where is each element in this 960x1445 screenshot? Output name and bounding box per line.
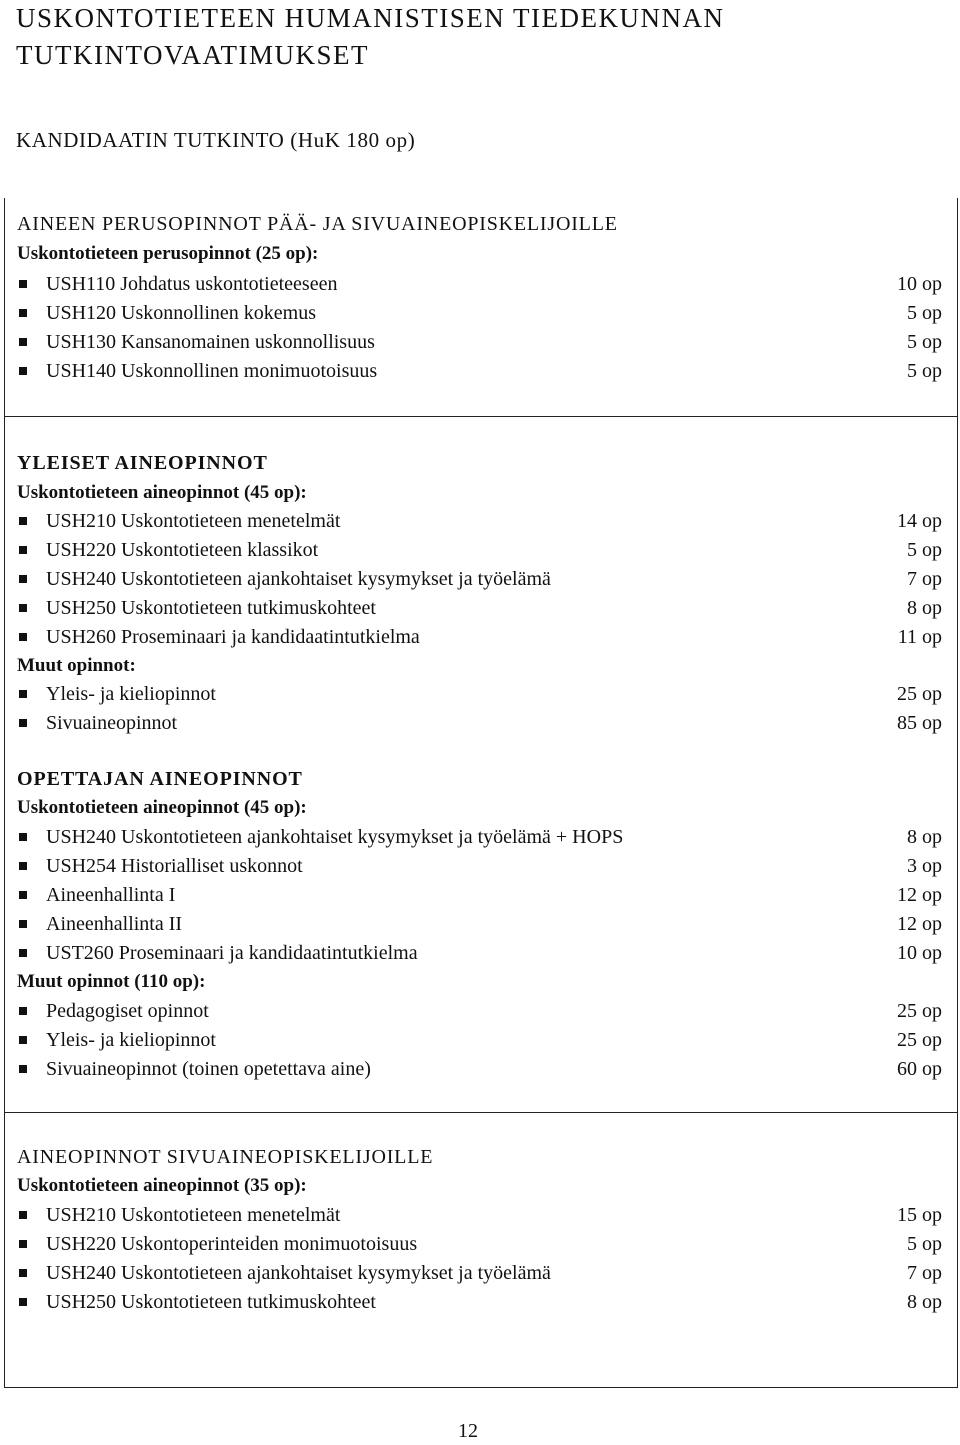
teacher-other-heading: Muut opinnot (110 op): [17, 971, 206, 992]
minor-studies-subheading: Uskontotieteen aineopinnot (35 op): [17, 1175, 307, 1196]
course-credits: 12 op [897, 913, 942, 935]
course-credits: 12 op [897, 884, 942, 906]
course-row [17, 270, 942, 299]
bullet-icon [19, 1065, 27, 1073]
course-credits: 15 op [897, 1204, 942, 1226]
course-name: USH220 Uskontotieteen klassikot [46, 539, 319, 561]
course-name: USH220 Uskontoperinteiden monimuotoisuus [46, 1233, 418, 1255]
general-other-heading: Muut opinnot: [17, 655, 136, 676]
bullet-icon [19, 1211, 27, 1219]
basic-studies-heading: AINEEN PERUSOPINNOT PÄÄ- JA SIVUAINEOPISKELIJOILLE [17, 213, 618, 235]
other-studies-row [17, 1026, 942, 1055]
bullet-icon [19, 1007, 27, 1015]
course-credits: 8 op [907, 597, 942, 619]
course-row [17, 357, 942, 386]
other-studies-row [17, 1055, 942, 1084]
course-credits: 7 op [907, 568, 942, 590]
bullet-icon [19, 604, 27, 612]
bullet-icon [19, 1298, 27, 1306]
course-name: UST260 Proseminaari ja kandidaatintutkielma [46, 942, 418, 964]
bullet-icon [19, 719, 27, 727]
bullet-icon [19, 949, 27, 957]
bullet-icon [19, 1269, 27, 1277]
course-row [17, 299, 942, 328]
course-name: USH240 Uskontotieteen ajankohtaiset kysymykset ja työelämä [46, 568, 551, 590]
course-credits: 10 op [897, 273, 942, 295]
bullet-icon [19, 517, 27, 525]
course-row [17, 939, 942, 968]
course-name: USH140 Uskonnollinen monimuotoisuus [46, 360, 378, 382]
course-row [17, 881, 942, 910]
course-credits: 10 op [897, 942, 942, 964]
course-credits: 60 op [897, 1058, 942, 1080]
course-credits: 25 op [897, 683, 942, 705]
course-row [17, 1288, 942, 1317]
course-name: USH240 Uskontotieteen ajankohtaiset kysymykset ja työelämä [46, 1262, 551, 1284]
course-row [17, 852, 942, 881]
course-credits: 25 op [897, 1029, 942, 1051]
course-name: USH210 Uskontotieteen menetelmät [46, 510, 341, 532]
course-credits: 8 op [907, 1291, 942, 1313]
bullet-icon [19, 575, 27, 583]
course-credits: 5 op [907, 539, 942, 561]
course-credits: 5 op [907, 331, 942, 353]
bullet-icon [19, 1036, 27, 1044]
bullet-icon [19, 280, 27, 288]
bullet-icon [19, 891, 27, 899]
course-row [17, 536, 942, 565]
bullet-icon [19, 862, 27, 870]
teacher-studies-heading: OPETTAJAN AINEOPINNOT [17, 768, 303, 790]
course-credits: 85 op [897, 712, 942, 734]
basic-studies-box [4, 198, 958, 417]
bullet-icon [19, 690, 27, 698]
bullet-icon [19, 546, 27, 554]
course-credits: 11 op [897, 626, 942, 648]
bullet-icon [19, 367, 27, 375]
course-credits: 5 op [907, 1233, 942, 1255]
course-name: USH240 Uskontotieteen ajankohtaiset kysymykset ja työelämä + HOPS [46, 826, 624, 848]
course-credits: 3 op [907, 855, 942, 877]
general-studies-subheading: Uskontotieteen aineopinnot (45 op): [17, 482, 307, 503]
other-studies-row [17, 997, 942, 1026]
course-name: USH260 Proseminaari ja kandidaatintutkielma [46, 626, 420, 648]
bullet-icon [19, 633, 27, 641]
course-row [17, 623, 942, 652]
course-row [17, 328, 942, 357]
intermediate-studies-box [4, 416, 958, 1113]
course-name: Aineenhallinta I [46, 884, 176, 906]
course-name: Pedagogiset opinnot [46, 1000, 209, 1022]
course-row [17, 1259, 942, 1288]
course-credits: 8 op [907, 826, 942, 848]
course-row [17, 507, 942, 536]
course-row [17, 594, 942, 623]
bullet-icon [19, 309, 27, 317]
course-credits: 14 op [897, 510, 942, 532]
course-name: Aineenhallinta II [46, 913, 183, 935]
bullet-icon [19, 338, 27, 346]
course-credits: 5 op [907, 302, 942, 324]
other-studies-row [17, 709, 942, 738]
other-studies-row [17, 680, 942, 709]
basic-studies-subheading: Uskontotieteen perusopinnot (25 op): [17, 243, 319, 264]
degree-heading: KANDIDAATIN TUTKINTO (HuK 180 op) [16, 128, 416, 152]
course-name: USH210 Uskontotieteen menetelmät [46, 1204, 341, 1226]
course-row [17, 1230, 942, 1259]
minor-studies-box [4, 1112, 958, 1388]
course-name: Sivuaineopinnot (toinen opetettava aine) [46, 1058, 371, 1080]
course-row [17, 565, 942, 594]
bullet-icon [19, 1240, 27, 1248]
course-name: USH120 Uskonnollinen kokemus [46, 302, 316, 324]
course-credits: 25 op [897, 1000, 942, 1022]
course-name: USH110 Johdatus uskontotieteeseen [46, 273, 338, 295]
page-number: 12 [458, 1420, 478, 1442]
page-title: USKONTOTIETEEN HUMANISTISEN TIEDEKUNNAN TUTKINTOVAATIMUKSET [16, 3, 725, 70]
bullet-icon [19, 920, 27, 928]
course-name: Yleis- ja kieliopinnot [46, 1029, 216, 1051]
course-row [17, 910, 942, 939]
course-name: USH250 Uskontotieteen tutkimuskohteet [46, 597, 376, 619]
course-name: Sivuaineopinnot [46, 712, 178, 734]
course-row [17, 1201, 942, 1230]
minor-studies-heading: AINEOPINNOT SIVUAINEOPISKELIJOILLE [17, 1146, 434, 1168]
bullet-icon [19, 833, 27, 841]
course-credits: 5 op [907, 360, 942, 382]
general-studies-heading: YLEISET AINEOPINNOT [17, 452, 268, 474]
course-name: USH250 Uskontotieteen tutkimuskohteet [46, 1291, 376, 1313]
course-name: USH254 Historialliset uskonnot [46, 855, 303, 877]
course-credits: 7 op [907, 1262, 942, 1284]
teacher-studies-subheading: Uskontotieteen aineopinnot (45 op): [17, 797, 307, 818]
course-name: USH130 Kansanomainen uskonnollisuus [46, 331, 375, 353]
course-row [17, 823, 942, 852]
course-name: Yleis- ja kieliopinnot [46, 683, 216, 705]
